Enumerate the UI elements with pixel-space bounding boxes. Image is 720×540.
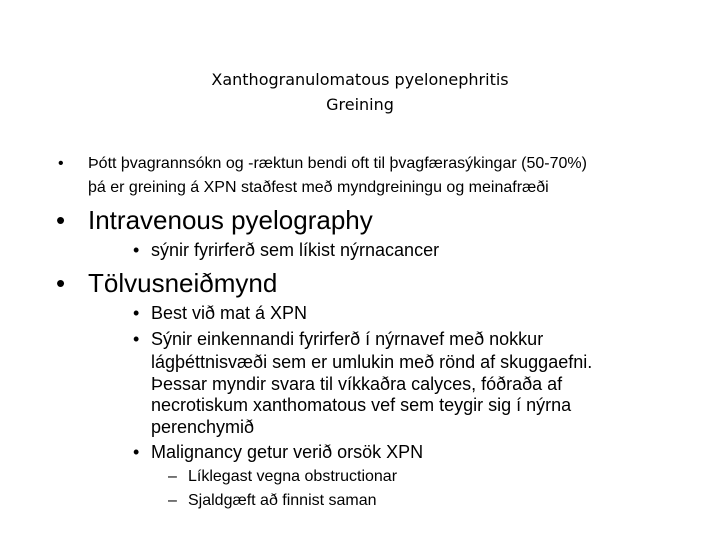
bullet: • <box>56 268 66 298</box>
list-item: necrotiskum xanthomatous vef sem teygir sig í nýrna <box>151 395 572 415</box>
list-item: sýnir fyrirferð sem líkist nýrnacancer <box>151 240 440 260</box>
bullet: • <box>133 442 140 462</box>
list-item: lágþéttnisvæði sem er umlukin með rönd af skuggaefni. <box>151 352 593 372</box>
section-heading: Intravenous pyelography <box>88 205 373 235</box>
bullet: • <box>133 240 140 260</box>
list-item: Malignancy getur verið orsök XPN <box>151 442 424 462</box>
intro-line: þá er greining á XPN staðfest með myndgreiningu og meinafræði <box>88 179 549 196</box>
sub-list-item: Líklegast vegna obstructionar <box>188 468 398 485</box>
list-item: Þessar myndir svara til víkkaðra calyces, fóðraða af <box>151 374 563 394</box>
dash: – <box>168 492 177 509</box>
section-heading: Tölvusneiðmynd <box>88 268 278 298</box>
list-item: Sýnir einkennandi fyrirferð í nýrnavef með nokkur <box>151 329 544 349</box>
slide-subtitle: Greining <box>326 95 394 114</box>
bullet: • <box>56 205 66 235</box>
sub-list-item: Sjaldgæft að finnist saman <box>188 492 377 509</box>
list-item: Best við mat á XPN <box>151 303 308 323</box>
bullet: • <box>133 303 140 323</box>
intro-line: Þótt þvagrannsókn og -ræktun bendi oft til þvagfærasýkingar (50-70%) <box>88 155 587 172</box>
slide-title: Xanthogranulomatous pyelonephritis <box>211 70 509 89</box>
bullet: • <box>133 329 140 349</box>
dash: – <box>168 468 177 485</box>
list-item: perenchymið <box>151 417 255 437</box>
bullet: • <box>58 155 64 172</box>
